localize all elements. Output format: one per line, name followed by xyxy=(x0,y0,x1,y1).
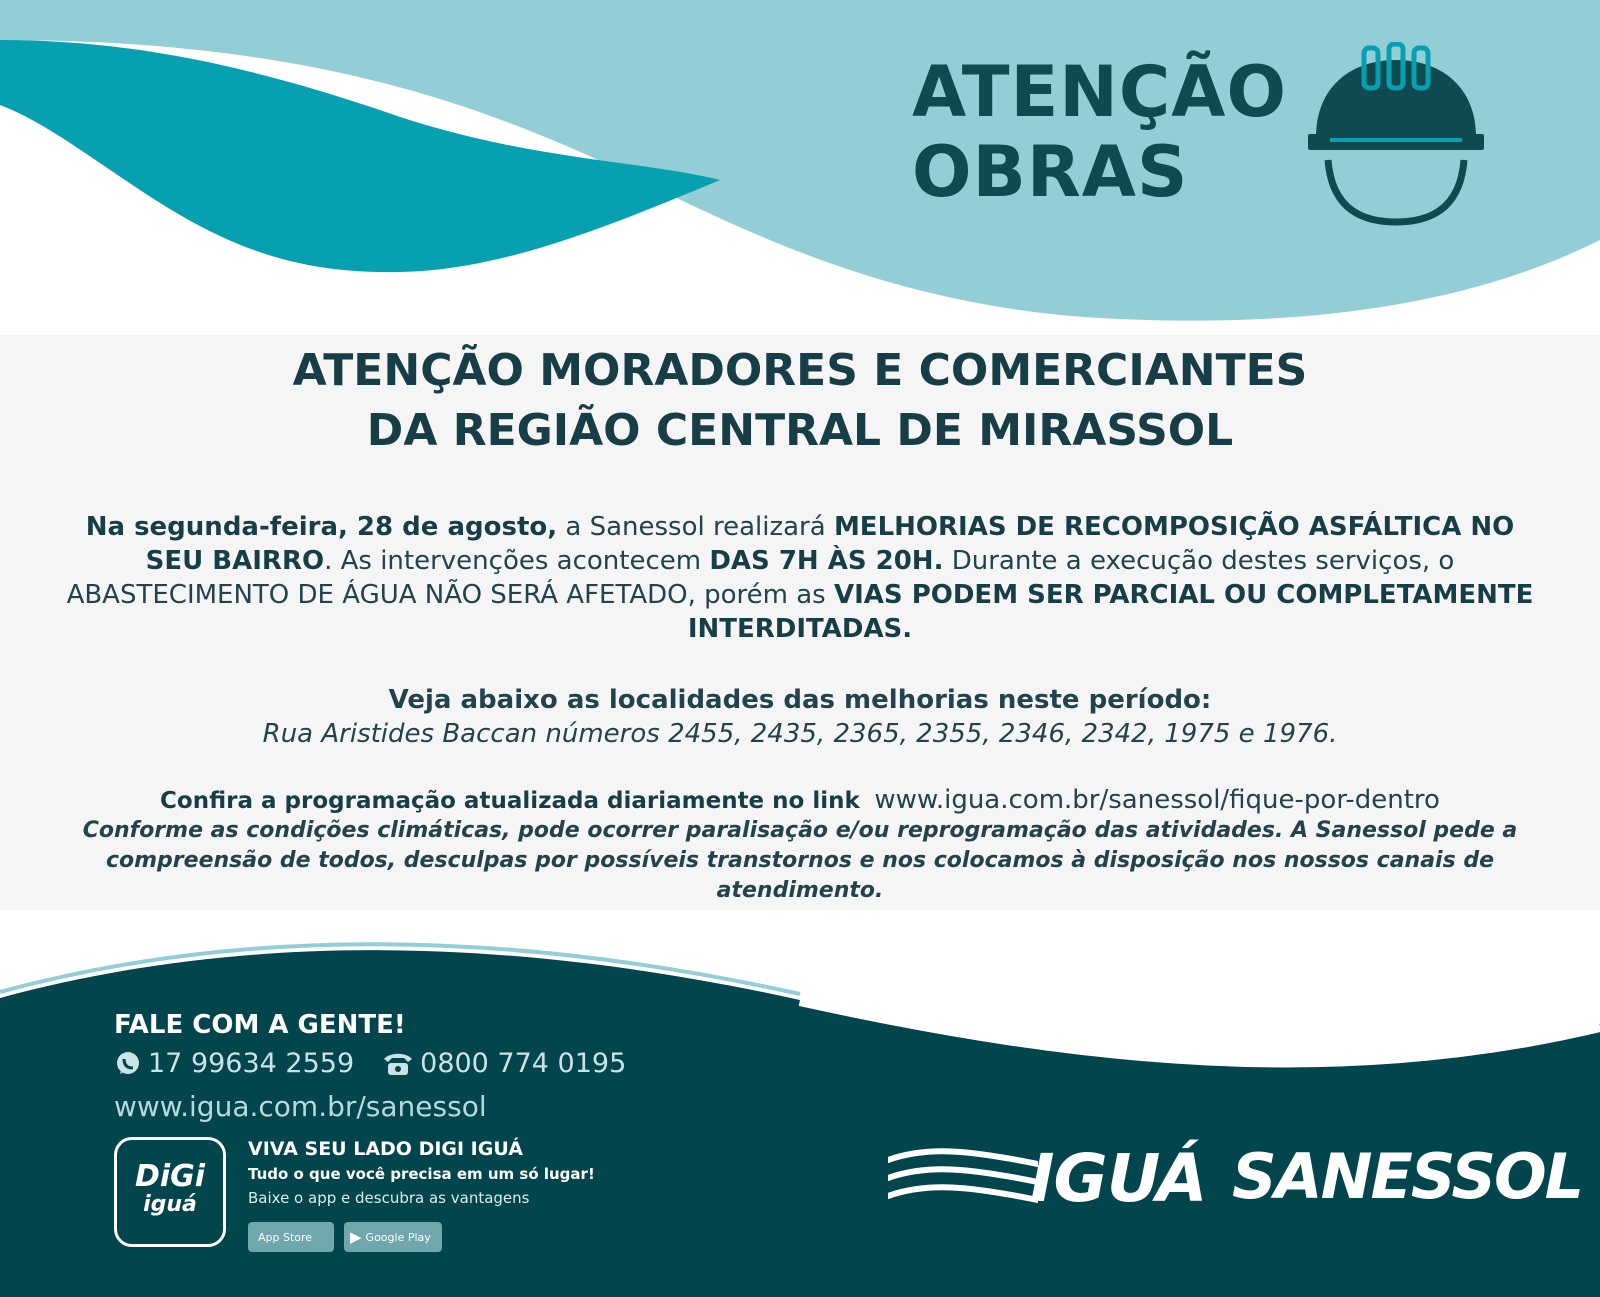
headline-line1: ATENÇÃO MORADORES E COMERCIANTES xyxy=(292,345,1308,396)
header-title-line1: ATENÇÃO xyxy=(912,51,1287,133)
works-service: MELHORIAS DE RECOMPOSIÇÃO ASFÁLTICA NO SEU BAIRRO xyxy=(145,512,1515,576)
brand-sanessol: SANESSOL xyxy=(1232,1140,1583,1213)
notice-headline xyxy=(0,341,1600,461)
locations-lead: Veja abaixo as localidades das melhorias neste período: xyxy=(388,685,1212,715)
hard-hat-icon xyxy=(1306,42,1486,232)
app-cta: Baixe o app e descubra as vantagens xyxy=(248,1189,530,1207)
footer-contact xyxy=(0,910,1600,1297)
header-title xyxy=(912,52,1287,212)
schedule-link[interactable]: www.igua.com.br/sanessol/fique-por-dentro xyxy=(874,785,1440,815)
works-roads: VIAS PODEM SER PARCIAL OU COMPLETAMENTE INTERDITADAS. xyxy=(687,580,1534,644)
app-title: VIVA SEU LADO DIGI IGUÁ xyxy=(248,1138,523,1160)
play-icon: ▶ xyxy=(350,1228,362,1246)
works-description xyxy=(66,510,1534,646)
digi-logo-line1: DiGi xyxy=(134,1159,206,1194)
app-store-badge[interactable] xyxy=(248,1222,334,1252)
works-text-3: Durante a execução destes serviços, o ABASTECIMENTO DE ÁGUA NÃO SERÁ AFETADO, porém as xyxy=(66,546,1455,610)
website-link[interactable]: www.igua.com.br/sanessol xyxy=(114,1090,487,1123)
locations xyxy=(66,683,1534,751)
schedule-link-label: Confira a programação atualizada diariamente no link xyxy=(160,788,860,814)
igua-waves-logo xyxy=(888,1142,1038,1212)
digi-logo-line2: iguá xyxy=(143,1192,197,1217)
app-tagline: Tudo o que você precisa em um só lugar! xyxy=(248,1165,595,1183)
brand-igua: IGUÁ xyxy=(1030,1140,1207,1217)
google-play-label: Google Play xyxy=(365,1230,431,1244)
app-store-label: App Store xyxy=(258,1230,313,1244)
header-title-line2: OBRAS xyxy=(912,131,1189,213)
telephone-icon xyxy=(382,1050,414,1078)
whatsapp-number[interactable]: 17 99634 2559 xyxy=(148,1048,355,1079)
works-hours: DAS 7H ÀS 20H. xyxy=(709,546,944,576)
phone-number[interactable]: 0800 774 0195 xyxy=(420,1048,627,1079)
weather-note: Conforme as condições climáticas, pode ocorrer paralisação e/ou reprogramação das atividades. A Sanessol pede a compreensão de todos, desculpas por possíveis transtornos e nos colocamos à disposição nos nossos canais de atendimento. xyxy=(82,818,1518,903)
google-play-badge[interactable] xyxy=(344,1222,442,1252)
digi-igua-logo xyxy=(114,1137,226,1247)
works-date: Na segunda-feira, 28 de agosto, xyxy=(85,512,558,542)
notice-body xyxy=(0,335,1600,910)
whatsapp-icon xyxy=(114,1050,142,1078)
schedule-info xyxy=(66,785,1534,906)
header-banner xyxy=(0,0,1600,335)
works-text-1: a Sanessol realizará xyxy=(557,512,834,542)
headline-line2: DA REGIÃO CENTRAL DE MIRASSOL xyxy=(366,405,1234,456)
locations-streets: Rua Aristides Baccan números 2455, 2435, 2365, 2355, 2346, 2342, 1975 e 1976. xyxy=(262,719,1338,749)
app-promo xyxy=(248,1136,595,1210)
contact-title: FALE COM A GENTE! xyxy=(114,1010,406,1040)
contact-phones xyxy=(114,1048,626,1079)
works-text-2: . As intervenções acontecem xyxy=(324,546,710,576)
